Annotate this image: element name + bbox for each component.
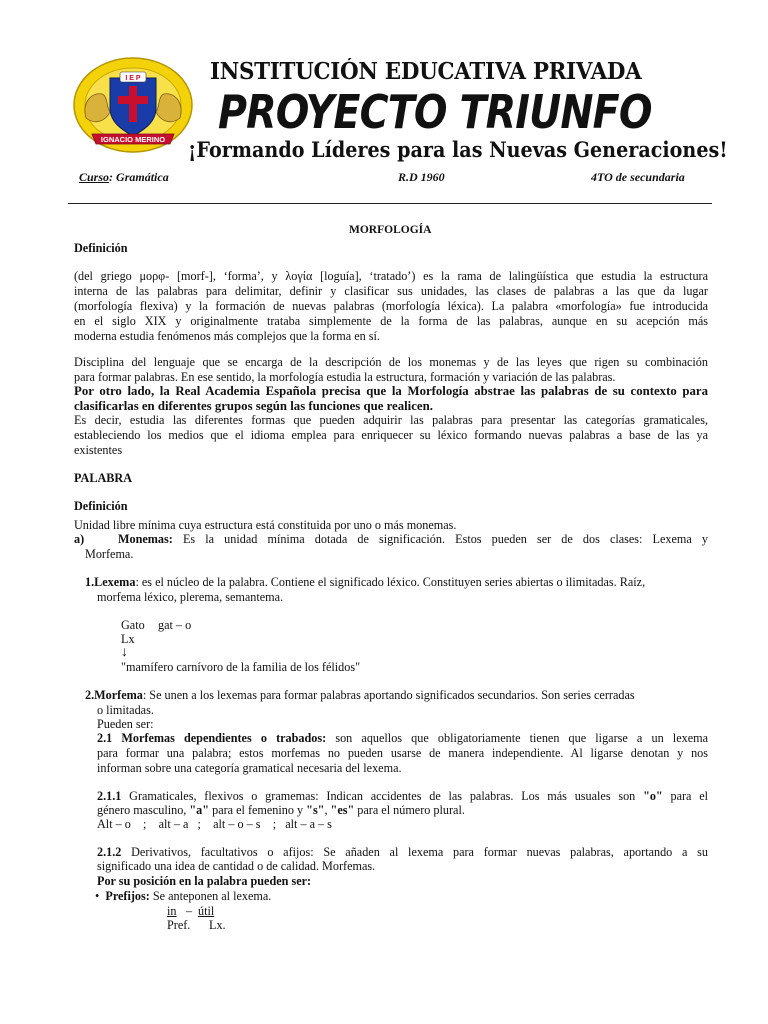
resolution-number: R.D 1960 [398, 170, 445, 184]
monemas-line-2: Morfema. [85, 547, 134, 561]
paragraph-3-line-2: clasificarlas en diferentes grupos según las funciones que realicen. [74, 399, 433, 413]
paragraph-3-line-1: Por otro lado, la Real Academia Española precisa que la Morfología abstrae las palabras de su contexto para [74, 384, 708, 398]
example-meaning: "mamífero carnívoro de la familia de los félidos" [121, 660, 361, 674]
monemas-term: Monemas: [118, 532, 173, 546]
lexema-line-1 [85, 575, 645, 590]
paragraph-4-line-3: existentes [74, 443, 123, 457]
morfema-line-1 [85, 688, 635, 703]
prefijos-item [95, 889, 271, 904]
logo-top-text: I E P [125, 75, 141, 82]
item-a-label: a) [74, 532, 85, 546]
section-2-1-1-line-2: género masculino, "a" para el femenino y "s", "es" para el número plural. [97, 803, 465, 817]
unidad-definition: Unidad libre mínima cuya estructura está constituida por uno o más monemas. [74, 518, 457, 532]
section-2-1-text: son aquellos que obligatoriamente tienen que ligarse a un lexema [335, 731, 708, 745]
pueden-ser: Pueden ser: [97, 717, 154, 731]
example-lx: Lx [121, 632, 135, 646]
lexema-term: Lexema [94, 575, 136, 589]
document-title: MORFOLOGÍA [349, 224, 432, 236]
paragraph-4-line-1: Es decir, estudia las diferentes formas que pueden adquirir las palabras para presentar las categorías gramaticales, [74, 413, 708, 427]
section-2-1-2-line-2: significado una idea de cantidad o de calidad. Morfemas. [97, 859, 376, 873]
course-label: Curso [79, 170, 110, 184]
prefijos-term: Prefijos: [105, 889, 150, 903]
bullet-icon: • [95, 889, 100, 903]
lexema-text: : es el núcleo de la palabra. Contiene el significado léxico. Constituyen series abiertas o ilimitadas. Raíz, [135, 575, 646, 589]
section-2-1-1-line-1: 2.1.1 Gramaticales, flexivos o gramemas: Indican accidentes de las palabras. Los más usuales son "o" para el [97, 789, 709, 803]
prefix-example-util: útil [198, 904, 215, 918]
posicion-heading: Por su posición en la palabra pueden ser: [97, 874, 312, 888]
palabra-heading: PALABRA [74, 471, 133, 485]
grade-level: 4TO de secundaria [591, 170, 685, 184]
section-2-1-2-number: 2.1.2 [97, 845, 122, 859]
school-logo [72, 56, 194, 154]
paragraph-2-line-2: para formar palabras. En ese sentido, la morfología estudia la estructura, formación y variación de las palabras. [74, 370, 616, 384]
monemas-text: Es la unidad mínima dotada de significación. Estos pueden ser de dos clases: Lexema y [182, 532, 709, 546]
lexema-line-2: morfema léxico, plerema, semantema. [97, 590, 284, 604]
section-2-1-line-1 [97, 731, 708, 746]
section-2-1-2-line-1: 2.1.2 Derivativos, facultativos o afijos: Se añaden al lexema para formar nuevas palabras, aportando a su [97, 845, 708, 859]
school-motto: ¡Formando Líderes para las Nuevas Generaciones! [188, 138, 728, 163]
prefijos-text: Se anteponen al lexema. [152, 889, 272, 903]
paragraph-1-line-5: moderna estudia fenómenos más complejos que la forma en sí. [74, 329, 380, 343]
course-info [79, 170, 169, 185]
prefix-example-dash: – [186, 904, 193, 918]
example-split: gat – o [158, 618, 192, 632]
lexema-number: 1. [85, 575, 95, 589]
alt-examples: Alt – o ; alt – a ; alt – o – s ; alt – a – s [97, 817, 332, 831]
school-name: PROYECTO TRIUNFO [218, 85, 652, 139]
monemas-line-1 [118, 532, 708, 547]
morfema-term: Morfema [94, 688, 143, 702]
paragraph-1-line-3: (morfología flexiva) y la formación de nuevas palabras (morfología léxica). La palabra «morfología» fue introducida [74, 299, 708, 313]
down-arrow-icon: ↓ [121, 645, 128, 660]
section-2-1-line-2: para formar una palabra; estos morfemas no pueden usarse de manera independiente. Al ligarse denotan y nos [97, 746, 708, 760]
section-2-1-1-number: 2.1.1 [97, 789, 122, 803]
paragraph-4-line-2: estableciendo los medios que el idioma emplea para enriquecer su léxico formando nuevas palabras a base de las ya [74, 428, 708, 442]
paragraph-1-line-1: (del griego μορφ- [morf-], ‘forma’, y λογία [loguía], ‘tratado’) es la rama de lalingüística que estudia la estructura [74, 269, 708, 283]
paragraph-1-line-2: interna de las palabras para delimitar, definir y clasificar sus unidades, las clases de palabras a las que da lugar [74, 284, 708, 298]
paragraph-2-line-1: Disciplina del lenguaje que se encarga de la descripción de los monemas y de las leyes que rigen su combinación [74, 355, 708, 369]
prefix-example-pref: Pref. [167, 918, 191, 932]
institution-title: INSTITUCIÓN EDUCATIVA PRIVADA [210, 58, 642, 85]
example-word: Gato [121, 618, 145, 632]
definition-heading: Definición [74, 241, 128, 255]
section-2-1-line-3: informan sobre una categoría gramatical necesaria del lexema. [97, 761, 402, 775]
paragraph-1-line-4: en el siglo XIX y originalmente trataba simplemente de la forma de las palabras, aunque en su acepción más [74, 314, 708, 328]
morfema-text: : Se unen a los lexemas para formar palabras aportando significados secundarios. Son series cerradas [142, 688, 635, 702]
morfema-line-2: o limitadas. [97, 703, 154, 717]
definition-2-heading: Definición [74, 499, 128, 513]
header-divider [68, 203, 712, 204]
prefix-example-lx: Lx. [209, 918, 226, 932]
course-value: : Gramática [109, 170, 169, 184]
logo-bottom-text: IGNACIO MERINO [100, 135, 166, 144]
prefix-example-in: in [167, 904, 177, 918]
section-2-1-heading: 2.1 Morfemas dependientes o trabados: [97, 731, 327, 745]
morfema-number: 2. [85, 688, 95, 702]
